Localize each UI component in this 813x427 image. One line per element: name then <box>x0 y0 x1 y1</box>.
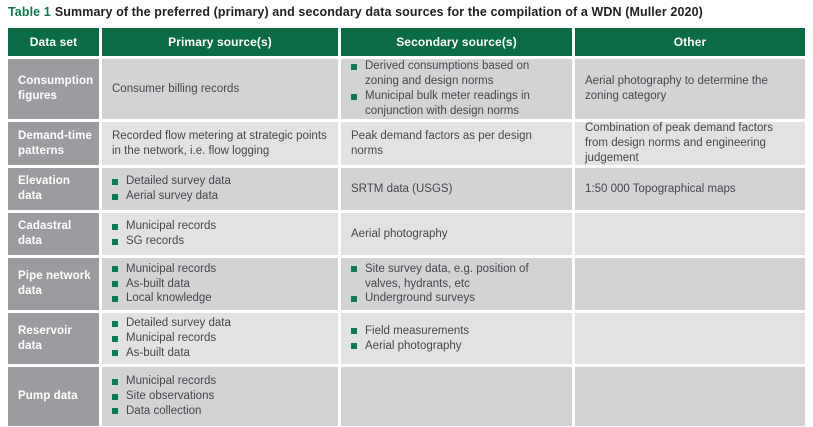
bullet-list <box>350 59 564 119</box>
bullet-list <box>111 219 330 249</box>
cell-other <box>575 122 805 165</box>
cell-primary-source <box>102 313 338 364</box>
cell-primary-source <box>102 367 338 426</box>
cell-secondary-source <box>341 122 572 165</box>
bullet-item: Field measurements <box>350 324 564 339</box>
bullet-item: Site observations <box>111 389 330 404</box>
cell-other <box>575 59 805 119</box>
bullet-list <box>111 174 330 204</box>
cell-secondary-source <box>341 168 572 210</box>
bullet-item: Data collection <box>111 404 330 419</box>
bullet-list <box>350 324 564 354</box>
column-header-secondary-sources: Secondary source(s) <box>341 28 572 56</box>
table-number: Table 1 <box>8 5 51 19</box>
bullet-list <box>111 262 330 307</box>
bullet-item: As-built data <box>111 346 330 361</box>
cell-text: SRTM data (USGS) <box>351 182 453 195</box>
bullet-item: Aerial photography <box>350 339 564 354</box>
cell-primary-source <box>102 258 338 310</box>
bullet-item: Municipal bulk meter readings in conjunction with design norms <box>350 89 564 119</box>
row-label-reservoir-data: Reservoir data <box>8 313 99 364</box>
row-label-consumption-figures: Consumption figures <box>8 59 99 119</box>
bullet-list <box>111 316 330 361</box>
row-label-elevation-data: Elevation data <box>8 168 99 210</box>
cell-text: Combination of peak demand factors from design norms and engineering judgement <box>585 122 773 164</box>
row-label-pipe-network-data: Pipe network data <box>8 258 99 310</box>
column-header-data-set: Data set <box>8 28 99 56</box>
cell-text: Aerial photography to determine the zoning category <box>585 75 768 102</box>
cell-primary-source <box>102 168 338 210</box>
cell-text: 1:50 000 Topographical maps <box>585 182 736 195</box>
cell-secondary-source <box>341 258 572 310</box>
cell-secondary-source <box>341 213 572 255</box>
cell-secondary-source <box>341 313 572 364</box>
cell-text: Recorded flow metering at strategic points in the network, i.e. flow logging <box>112 129 327 157</box>
cell-other <box>575 168 805 210</box>
column-header-primary-sources: Primary source(s) <box>102 28 338 56</box>
bullet-list <box>111 374 330 419</box>
cell-secondary-source <box>341 59 572 119</box>
row-label-cadastral-data: Cadastral data <box>8 213 99 255</box>
cell-primary-source <box>102 59 338 119</box>
cell-text: Aerial photography <box>351 227 448 240</box>
table-caption-text: Summary of the preferred (primary) and secondary data sources for the compilation of a WDN (Muller 2020) <box>54 5 703 19</box>
cell-primary-source <box>102 213 338 255</box>
cell-primary-source <box>102 122 338 165</box>
bullet-item: Detailed survey data <box>111 174 330 189</box>
cell-other <box>575 213 805 255</box>
bullet-item: Aerial survey data <box>111 189 330 204</box>
row-label-pump-data: Pump data <box>8 367 99 426</box>
bullet-item: Municipal records <box>111 219 330 234</box>
cell-text: Consumer billing records <box>112 82 240 95</box>
cell-other <box>575 313 805 364</box>
bullet-item: Detailed survey data <box>111 316 330 331</box>
bullet-list <box>350 262 564 307</box>
cell-text: Peak demand factors as per design norms <box>351 129 532 157</box>
column-header-other: Other <box>575 28 805 56</box>
cell-other <box>575 367 805 426</box>
bullet-item: Municipal records <box>111 262 330 277</box>
row-label-demand-time-patterns: Demand-time patterns <box>8 122 99 165</box>
bullet-item: Municipal records <box>111 331 330 346</box>
cell-other <box>575 258 805 310</box>
bullet-item: SG records <box>111 234 330 249</box>
bullet-item: Site survey data, e.g. position of valves, hydrants, etc <box>350 262 564 292</box>
table-caption <box>8 5 703 19</box>
bullet-item: Underground surveys <box>350 291 564 306</box>
bullet-item: As-built data <box>111 277 330 292</box>
bullet-item: Municipal records <box>111 374 330 389</box>
bullet-item: Local knowledge <box>111 291 330 306</box>
bullet-item: Derived consumptions based on zoning and design norms <box>350 59 564 89</box>
data-table <box>8 28 805 426</box>
cell-secondary-source <box>341 367 572 426</box>
